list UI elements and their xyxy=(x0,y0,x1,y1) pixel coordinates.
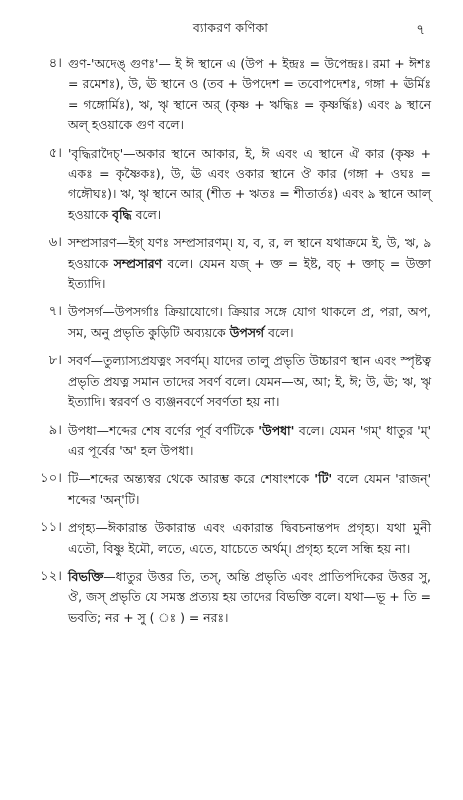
rule-term-bold: 'উপধা' xyxy=(258,422,295,438)
rule-text-run: 'বৃদ্ধিরাদৈচ্'—অকার স্থানে আকার, ই, ঈ এবং এ স্থানে ঐ কার (কৃষ্ণ + একঃ = কৃষ্ণৈকঃ), উ, ঊ এবং ওকার স্থানে ঔ কার (গঙ্গা + ওঘঃ = গঙ্গৌঘঃ)। ঋ, ৠ স্থানে আর্ (শীত + ঋতঃ = শীতার্তঃ) এবং ঌ স্থানে আল্ হওয়াকে xyxy=(68,145,431,222)
rule-term-bold: বিভক্তি xyxy=(68,568,104,584)
page-number: ৭ xyxy=(416,22,425,38)
rule-text-run: সবর্ণ—তুল্যাস্যপ্রযত্নং সবর্ণম্। যাদের তালু প্রভৃতি উচ্চারণ স্থান এবং স্পৃষ্টত্ব প্রভৃতি প্রযত্ন সমান তাদের সবর্ণ বলে। যেমন—অ, আ; ই, ঈ; উ, ঊ; ঋ, ৠ ইত্যাদি। স্বরবর্ণ ও ব্যঞ্জনবর্ণে সবর্ণতা হয় না। xyxy=(68,353,431,410)
running-title: ব্যাকরণ কণিকা xyxy=(192,20,269,35)
rule-list xyxy=(30,54,431,628)
rule-text-run: গুণ-'অদেঙ্ গুণঃ'— ই ঈ স্থানে এ (উপ + ইন্দ্রঃ = উপেন্দ্রঃ। রমা + ঈশঃ = রমেশঃ), উ, ঊ স্থানে ও (তব + উপদেশ = তবোপদেশঃ, গঙ্গা + ঊর্মিঃ = গঙ্গোর্মিঃ), ঋ, ৠ স্থানে অর্ (কৃষ্ণ + ঋদ্ধিঃ = কৃষ্ণর্দ্ধিঃ) এবং ঌ স্থানে অল্ হওয়াকে গুণ বলে। xyxy=(68,56,431,133)
rule-term-bold: উপসর্গ xyxy=(229,324,265,340)
rule-entry xyxy=(30,567,431,628)
rule-text-run: উপধা—শব্দের শেষ বর্ণের পূর্ব বর্ণটিকে xyxy=(68,422,259,438)
rule-text xyxy=(68,302,431,343)
rule-number: ৫। xyxy=(48,145,62,161)
rule-term-bold: 'টি' xyxy=(314,471,333,487)
rule-entry xyxy=(30,233,431,294)
rule-entry xyxy=(30,302,431,343)
rule-text-run: টি—শব্দের অন্ত্যস্বর থেকে আরম্ভ করে শেষাংশকে xyxy=(68,471,315,487)
rule-number: ৪। xyxy=(48,56,62,71)
rule-text-run: সম্প্রসারণ—ইগ্ যণঃ সম্প্রসারণম্। য, ব, র, ল স্থানে যথাক্রমে ই, উ, ঋ, ঌ হওয়াকে xyxy=(68,235,431,271)
rule-entry xyxy=(30,469,431,510)
rule-entry xyxy=(30,518,431,559)
rule-text xyxy=(68,351,431,412)
rule-text xyxy=(68,144,431,226)
rule-text-run: বলে। যেমন 'গম্' ধাতুর 'ম্' এর পূর্বের 'অ' হল উপধা। xyxy=(68,422,431,458)
rule-text xyxy=(68,233,431,294)
rule-number: ৯। xyxy=(48,422,62,438)
rule-text xyxy=(68,421,431,462)
running-head xyxy=(30,20,431,40)
rule-text-run: উপসর্গ—উপসর্গাঃ ক্রিয়াযোগে। ক্রিয়ার সঙ্গে যোগ থাকলে প্র, পরা, অপ, সম, অনু প্রভৃতি কুড়িটি অব্যয়কে xyxy=(68,304,431,340)
rule-text xyxy=(68,518,431,559)
rule-text xyxy=(68,567,431,628)
rule-number: ৭। xyxy=(48,304,62,320)
rule-term-bold: সম্প্রসারণ xyxy=(113,255,163,271)
rule-entry xyxy=(30,54,431,136)
rule-entry xyxy=(30,144,431,226)
rule-number: ৬। xyxy=(48,235,62,251)
rule-text-run: —ধাতুর উত্তর তি, তস্, অন্তি প্রভৃতি এবং প্রাতিপদিকের উত্তর সু, ঔ, জস্ প্রভৃতি যে সমস্ত প্রত্যয় হয় তাদের বিভক্তি বলে। যথা—ভূ + তি = ভবতি; নর + সু ( ঃ ) = নরঃ। xyxy=(68,568,431,625)
rule-number: ১২। xyxy=(40,568,62,584)
rule-text-run: বলে যেমন 'রাজন্' শব্দের 'অন্'টি। xyxy=(68,471,431,507)
rule-text-run: প্রগৃহ্য—ঈকারান্ত উকারান্ত এবং একারান্ত দ্বিবচনান্তপদ প্রগৃহ্য। যথা মুনী এতৌ, বিষ্ণু ইমৌ, লতে, এতে, যাচেতে অর্থম্। প্রগৃহ্য হলে সন্ধি হয় না। xyxy=(68,520,431,556)
rule-number: ১০। xyxy=(40,471,62,487)
rule-text xyxy=(68,54,431,136)
rule-number: ৮। xyxy=(48,353,62,369)
rule-entry xyxy=(30,421,431,462)
rule-text-run: বলে। xyxy=(131,206,162,222)
rule-text-run: বলে। xyxy=(264,324,294,340)
rule-number: ১১। xyxy=(40,520,62,536)
rule-text-run: বলে। যেমন যজ্ + ক্ত = ইষ্ট, বচ্ + ক্তাচ্ = উক্তা ইত্যাদি। xyxy=(68,255,432,292)
rule-text xyxy=(68,469,431,510)
rule-term-bold: বৃদ্ধি xyxy=(112,206,132,222)
rule-entry xyxy=(30,351,431,412)
